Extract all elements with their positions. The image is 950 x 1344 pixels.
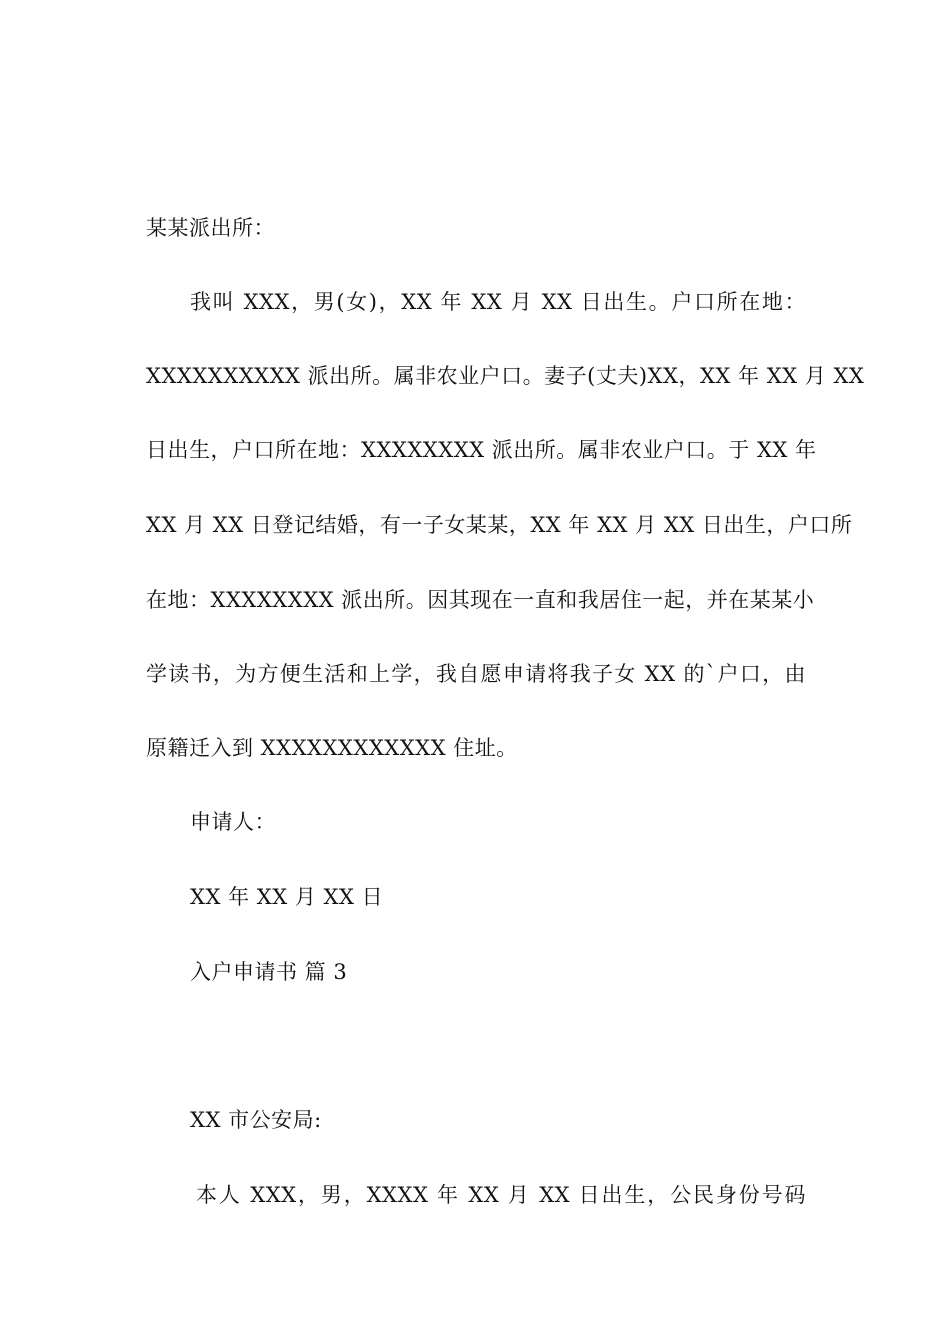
paragraph-line: 学读书，为方便生活和上学，我自愿申请将我子女 XX 的`户口，由 <box>146 662 806 686</box>
salutation-public-security-bureau: XX 市公安局: <box>190 1108 322 1132</box>
salutation-police-station: 某某派出所： <box>146 216 275 240</box>
paragraph-line: 本人 XXX，男，XXXX 年 XX 月 XX 日出生，公民身份号码 <box>196 1183 806 1207</box>
date-line: XX 年 XX 月 XX 日 <box>190 885 384 909</box>
applicant-label: 申请人： <box>190 810 276 834</box>
paragraph-line: 在地：XXXXXXXX 派出所。因其现在一直和我居住一起，并在某某小 <box>146 588 815 612</box>
paragraph-line: XX 月 XX 日登记结婚，有一子女某某，XX 年 XX 月 XX 日出生，户口所 <box>146 513 853 537</box>
section-title: 入户申请书 篇 3 <box>190 960 348 984</box>
paragraph-line: XXXXXXXXXX 派出所。属非农业户口。妻子(丈夫)XX，XX 年 XX 月 XX <box>146 364 865 388</box>
paragraph-line: 日出生，户口所在地：XXXXXXXX 派出所。属非农业户口。于 XX 年 <box>146 438 817 462</box>
paragraph-line: 我叫 XXX，男(女)，XX 年 XX 月 XX 日出生。户口所在地： <box>190 290 806 314</box>
paragraph-line: 原籍迁入到 XXXXXXXXXXXX 住址。 <box>146 736 518 760</box>
